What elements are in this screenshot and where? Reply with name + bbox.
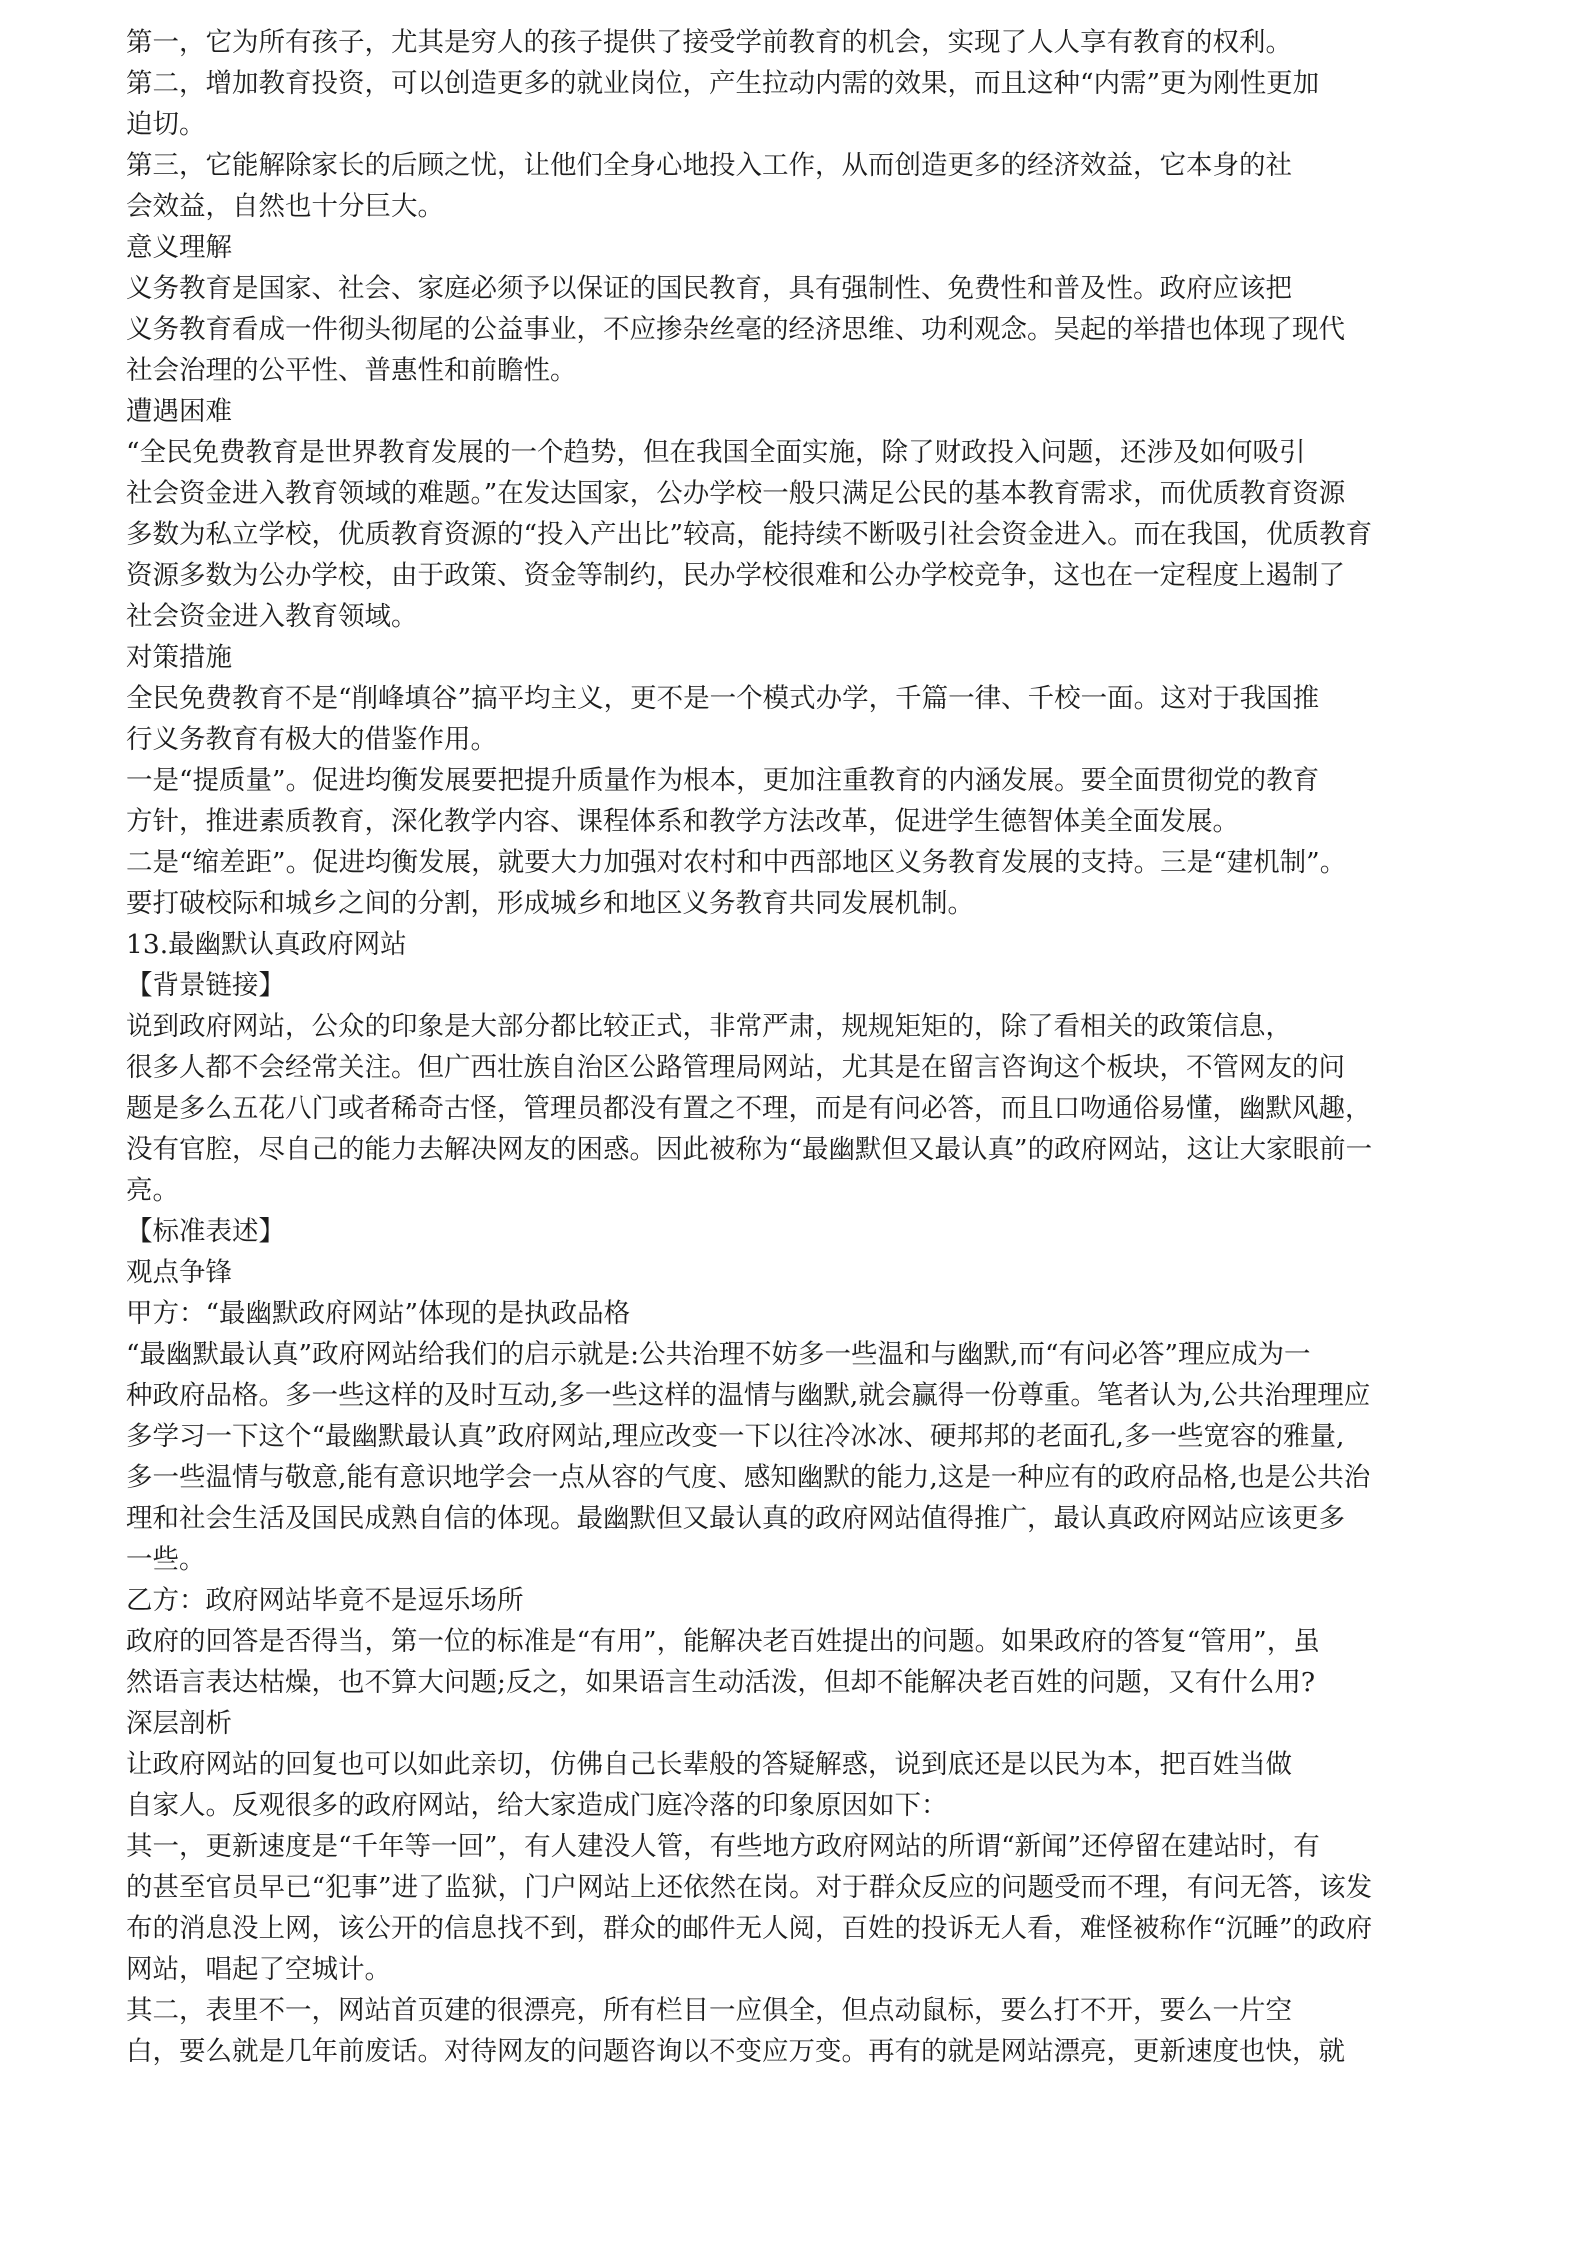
text-line: 多一些温情与敬意,能有意识地学会一点从容的气度、感知幽默的能力,这是一种应有的政府品格,也是公共治 (126, 1462, 1371, 1493)
text-line: 资源多数为公办学校，由于政策、资金等制约，民办学校很难和公办学校竞争，这也在一定程度上遏制了 (126, 560, 1345, 591)
text-line: 第三，它能解除家长的后顾之忧，让他们全身心地投入工作，从而创造更多的经济效益，它本身的社 (126, 150, 1292, 181)
text-line: 政府的回答是否得当，第一位的标准是“有用”，能解决老百姓提出的问题。如果政府的答复“管用”，虽 (126, 1626, 1320, 1657)
text-line: 迫切。 (126, 109, 206, 140)
text-line: 种政府品格。多一些这样的及时互动,多一些这样的温情与幽默,就会赢得一份尊重。笔者认为,公共治理理应 (126, 1380, 1371, 1411)
text-line: 第一，它为所有孩子，尤其是穷人的孩子提供了接受学前教育的机会，实现了人人享有教育的权利。 (126, 27, 1292, 58)
text-line: 一是“提质量”。促进均衡发展要把提升质量作为根本，更加注重教育的内涵发展。要全面贯彻党的教育 (126, 765, 1320, 796)
text-line: 13.最幽默认真政府网站 (126, 929, 407, 960)
text-line: 自家人。反观很多的政府网站，给大家造成门庭冷落的印象原因如下： (126, 1790, 948, 1821)
text-line: 多数为私立学校，优质教育资源的“投入产出比”较高，能持续不断吸引社会资金进入。而在我国，优质教育 (126, 519, 1373, 550)
text-line: 会效益，自然也十分巨大。 (126, 191, 444, 222)
text-line: 很多人都不会经常关注。但广西壮族自治区公路管理局网站，尤其是在留言咨询这个板块，不管网友的问 (126, 1052, 1345, 1083)
text-line: 亮。 (126, 1175, 179, 1206)
text-line: 其二，表里不一，网站首页建的很漂亮，所有栏目一应俱全，但点动鼠标，要么打不开，要么一片空 (126, 1995, 1292, 2026)
text-line: “全民免费教育是世界教育发展的一个趋势，但在我国全面实施，除了财政投入问题，还涉及如何吸引 (126, 437, 1306, 468)
text-line: 布的消息没上网，该公开的信息找不到，群众的邮件无人阅，百姓的投诉无人看，难怪被称作“沉睡”的政府 (126, 1913, 1373, 1944)
text-line: 说到政府网站，公众的印象是大部分都比较正式，非常严肃，规规矩矩的，除了看相关的政策信息， (126, 1011, 1292, 1042)
text-line: 意义理解 (126, 232, 232, 263)
text-line: 网站，唱起了空城计。 (126, 1954, 391, 1985)
text-line: 【标准表述】 (126, 1216, 285, 1247)
text-line: 义务教育看成一件彻头彻尾的公益事业，不应掺杂丝毫的经济思维、功利观念。吴起的举措也体现了现代 (126, 314, 1345, 345)
text-line: 其一，更新速度是“千年等一回”，有人建没人管，有些地方政府网站的所谓“新闻”还停留在建站时，有 (126, 1831, 1320, 1862)
text-line: “最幽默最认真”政府网站给我们的启示就是:公共治理不妨多一些温和与幽默,而“有问必答”理应成为一 (126, 1339, 1311, 1370)
text-line: 社会资金进入教育领域。 (126, 601, 418, 632)
text-line: 没有官腔，尽自己的能力去解决网友的困惑。因此被称为“最幽默但又最认真”的政府网站，这让大家眼前一 (126, 1134, 1373, 1165)
text-line: 方针，推进素质教育，深化教学内容、课程体系和教学方法改革，促进学生德智体美全面发展。 (126, 806, 1239, 837)
text-line: 题是多么五花八门或者稀奇古怪，管理员都没有置之不理，而是有问必答，而且口吻通俗易懂，幽默风趣， (126, 1093, 1372, 1124)
text-line: 社会治理的公平性、普惠性和前瞻性。 (126, 355, 577, 386)
text-line: 白，要么就是几年前废话。对待网友的问题咨询以不变应万变。再有的就是网站漂亮，更新速度也快，就 (126, 2036, 1345, 2067)
text-line: 甲方：“最幽默政府网站”体现的是执政品格 (126, 1298, 631, 1329)
text-line: 第二，增加教育投资，可以创造更多的就业岗位，产生拉动内需的效果，而且这种“内需”更为刚性更加 (126, 68, 1320, 99)
text-line: 遭遇困难 (126, 396, 232, 427)
text-line: 行义务教育有极大的借鉴作用。 (126, 724, 497, 755)
text-line: 理和社会生活及国民成熟自信的体现。最幽默但又最认真的政府网站值得推广，最认真政府网站应该更多 (126, 1503, 1345, 1534)
text-line: 义务教育是国家、社会、家庭必须予以保证的国民教育，具有强制性、免费性和普及性。政府应该把 (126, 273, 1292, 304)
text-line: 全民免费教育不是“削峰填谷”搞平均主义，更不是一个模式办学，千篇一律、千校一面。这对于我国推 (126, 683, 1320, 714)
text-line: 一些。 (126, 1544, 206, 1575)
text-line: 的甚至官员早已“犯事”进了监狱，门户网站上还依然在岗。对于群众反应的问题受而不理，有问无答，该发 (126, 1872, 1373, 1903)
text-line: 【背景链接】 (126, 970, 285, 1001)
text-line: 多学习一下这个“最幽默最认真”政府网站,理应改变一下以往冷冰冰、硬邦邦的老面孔,多一些宽容的雅量, (126, 1421, 1345, 1452)
text-line: 让政府网站的回复也可以如此亲切，仿佛自己长辈般的答疑解惑，说到底还是以民为本，把百姓当做 (126, 1749, 1292, 1780)
text-line: 然语言表达枯燥，也不算大问题;反之，如果语言生动活泼，但却不能解决老百姓的问题，又有什么用? (126, 1667, 1316, 1698)
text-line: 乙方：政府网站毕竟不是逗乐场所 (126, 1585, 524, 1616)
text-line: 对策措施 (126, 642, 232, 673)
text-line: 二是“缩差距”。促进均衡发展，就要大力加强对农村和中西部地区义务教育发展的支持。三是“建机制”。 (126, 847, 1347, 878)
text-line: 社会资金进入教育领域的难题。”在发达国家，公办学校一般只满足公民的基本教育需求，而优质教育资源 (126, 478, 1346, 509)
text-line: 要打破校际和城乡之间的分割，形成城乡和地区义务教育共同发展机制。 (126, 888, 974, 919)
text-line: 深层剖析 (126, 1708, 232, 1739)
text-line: 观点争锋 (126, 1257, 232, 1288)
